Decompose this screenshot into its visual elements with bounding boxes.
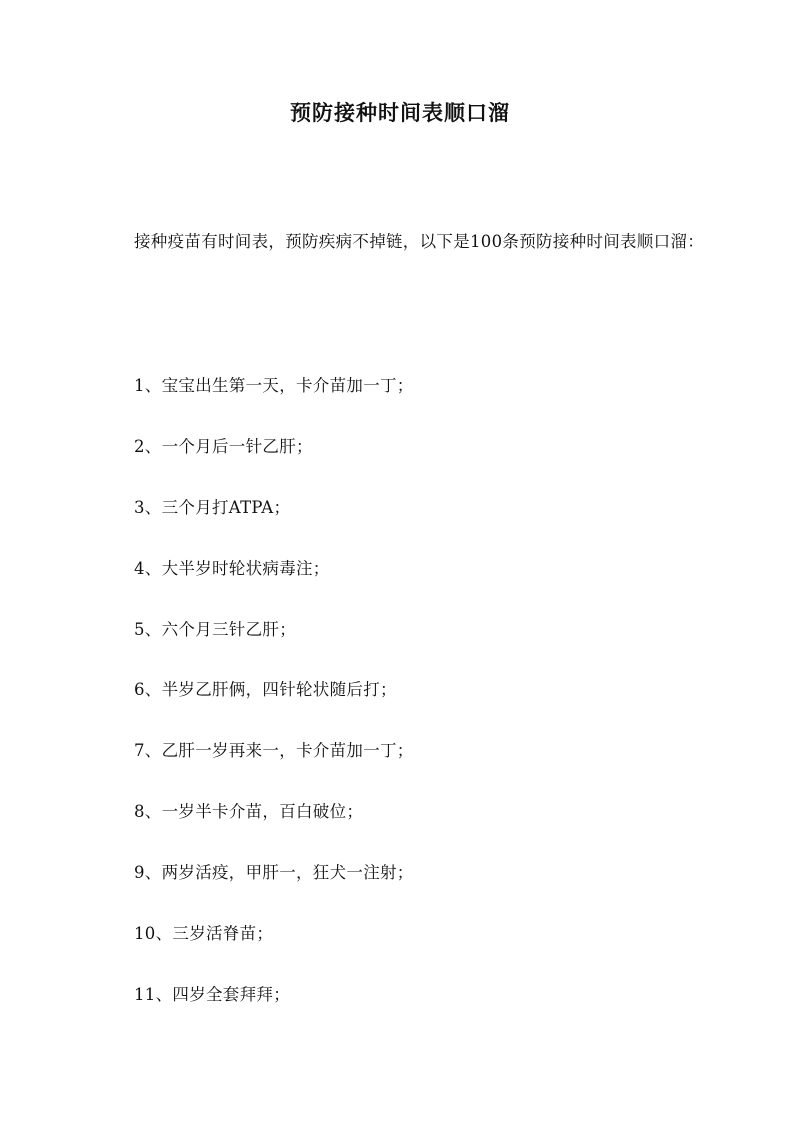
list-item: 7、乙肝一岁再来一，卡介苗加一丁； [134, 741, 414, 761]
list-item: 6、半岁乙肝俩，四针轮状随后打； [134, 680, 397, 700]
list-item: 9、两岁活疫，甲肝一，狂犬一注射； [134, 863, 414, 883]
document-title: 预防接种时间表顺口溜 [290, 100, 510, 125]
list-item: 3、三个月打ATPA； [134, 497, 291, 517]
list-item: 10、三岁活脊苗； [134, 924, 274, 944]
list-item: 8、一岁半卡介苗，百白破位； [134, 802, 364, 822]
list-item: 1、宝宝出生第一天，卡介苗加一丁； [134, 376, 414, 395]
list-item: 4、大半岁时轮状病毒注； [134, 558, 330, 578]
rhyme-list [134, 369, 414, 1039]
list-item: 11、四岁全套拜拜； [134, 984, 290, 1004]
list-item: 5、六个月三针乙肝； [134, 619, 296, 639]
intro-paragraph: 接种疫苗有时间表，预防疾病不掉链，以下是100条预防接种时间表顺口溜： [134, 232, 704, 251]
list-item: 2、一个月后一针乙肝； [134, 436, 313, 456]
